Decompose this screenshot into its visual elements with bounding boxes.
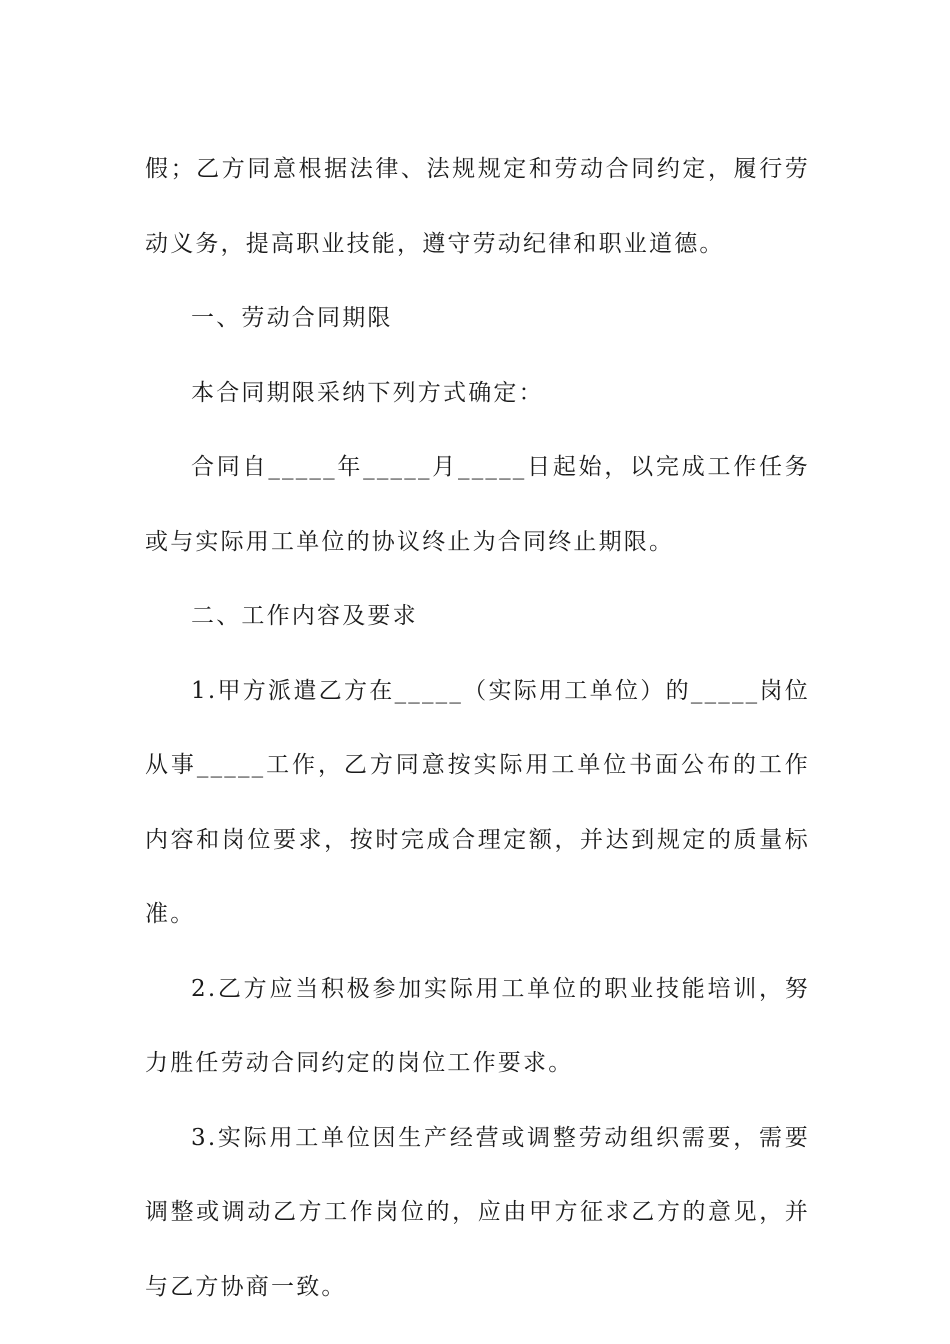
clause-1: 1.甲方派遣乙方在_____（实际用工单位）的_____岗位从事_____工作，乙方同意按实际用工单位书面公布的工作内容和岗位要求，按时完成合理定额，并达到规定的质量标准。 bbox=[145, 677, 810, 927]
clause-3: 3.实际用工单位因生产经营或调整劳动组织需要，需要调整或调动乙方工作岗位的，应由甲方征求乙方的意见，并与乙方协商一致。 bbox=[145, 1124, 810, 1300]
section-heading-work-content: 二、工作内容及要求 bbox=[191, 603, 418, 629]
paragraph-term-start: 合同自_____年_____月_____日起始，以完成工作任务或与实际用工单位的协议终止为合同终止期限。 bbox=[145, 454, 810, 555]
paragraph-term-method: 本合同期限采纳下列方式确定： bbox=[191, 379, 544, 406]
section-heading-contract-term: 一、劳动合同期限 bbox=[191, 305, 393, 331]
paragraph-continuation: 假；乙方同意根据法律、法规规定和劳动合同约定，履行劳动义务，提高职业技能，遵守劳动纪律和职业道德。 bbox=[145, 156, 810, 257]
clause-2: 2.乙方应当积极参加实际用工单位的职业技能培训，努力胜任劳动合同约定的岗位工作要求。 bbox=[145, 975, 810, 1076]
document-body bbox=[145, 132, 810, 1324]
